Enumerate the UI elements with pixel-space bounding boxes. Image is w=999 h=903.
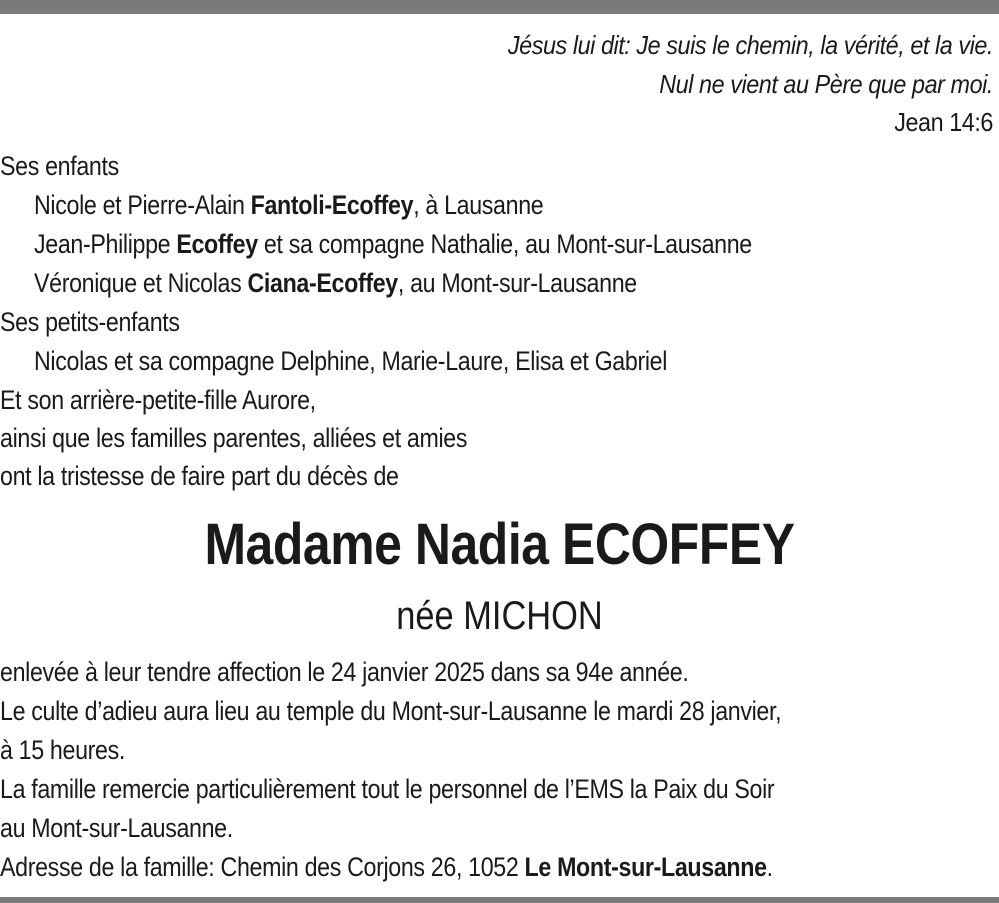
details-line: au Mont-sur-Lausanne.	[0, 813, 233, 843]
deceased-name: Madame Nadia ECOFFEY	[204, 512, 795, 577]
details-line: enlevée à leur tendre affection le 24 janvier 2025 dans sa 94e année.	[0, 657, 689, 687]
bible-quote	[508, 26, 993, 142]
child-surname: Fantoli-Ecoffey	[250, 190, 414, 220]
child-entry: Véronique et Nicolas Ciana-Ecoffey, au Mont-sur-Lausanne	[34, 268, 637, 298]
child-surname: Ecoffey	[176, 229, 258, 259]
grandchildren-line: Nicolas et sa compagne Delphine, Marie-Laure, Elisa et Gabriel	[34, 346, 668, 376]
bottom-rule	[0, 897, 999, 903]
details-line: à 15 heures.	[0, 735, 125, 765]
address-town: Le Mont-sur-Lausanne	[524, 852, 767, 882]
child-entry: Jean-Philippe Ecoffey et sa compagne Nathalie, au Mont-sur-Lausanne	[34, 229, 752, 259]
child-entry: Nicole et Pierre-Alain Fantoli-Ecoffey, à Lausanne	[34, 190, 544, 220]
birth-name: née MICHON	[396, 594, 603, 638]
family-address: Adresse de la famille: Chemin des Corjons 26, 1052 Le Mont-sur-Lausanne.	[0, 852, 773, 882]
quote-line-2: Nul ne vient au Père que par moi.	[659, 68, 993, 99]
announcement-line: ont la tristesse de faire part du décès de	[0, 461, 399, 491]
details-line: La famille remercie particulièrement tout le personnel de l’EMS la Paix du Soir	[0, 774, 775, 804]
quote-reference: Jean 14:6	[894, 107, 993, 137]
announcement-line: Et son arrière-petite-fille Aurore,	[0, 385, 316, 415]
children-heading: Ses enfants	[0, 151, 119, 181]
announcement-line: ainsi que les familles parentes, alliées et amies	[0, 423, 468, 453]
details-line: Le culte d’adieu aura lieu au temple du Mont-sur-Lausanne le mardi 28 janvier,	[0, 696, 782, 726]
child-surname: Ciana-Ecoffey	[247, 268, 398, 298]
quote-line-1: Jésus lui dit: Je suis le chemin, la vérité, et la vie.	[507, 30, 993, 60]
grandchildren-heading: Ses petits-enfants	[0, 307, 180, 337]
